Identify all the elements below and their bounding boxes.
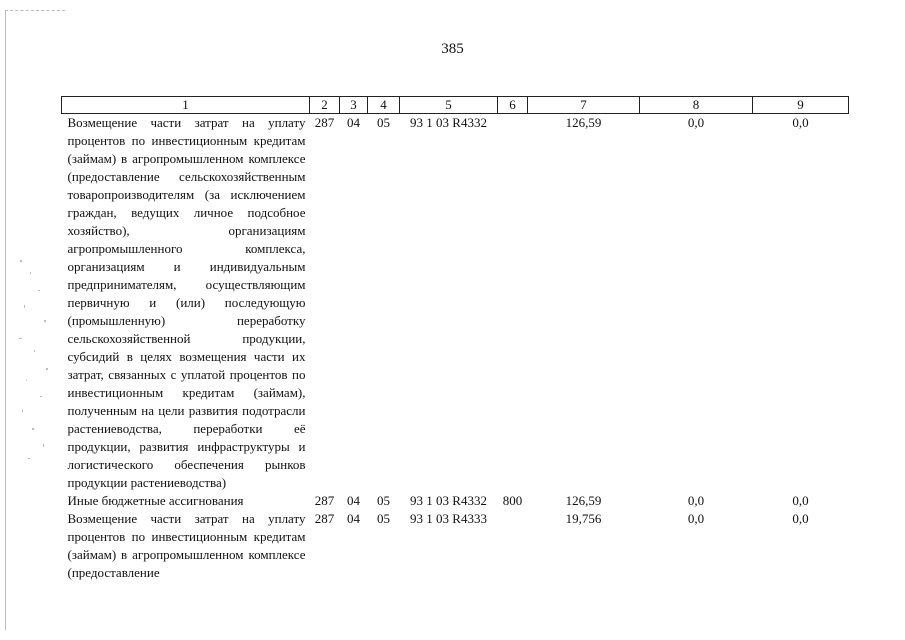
row-ministry-code: 287 — [314, 511, 335, 526]
row-description: Возмещение части затрат на уплату процентов по инвестиционным кредитам (займам) в агропромышленном комплексе (предоставление — [67, 511, 306, 580]
page-number: 385 — [441, 41, 464, 57]
column-header-3: 3 — [340, 97, 368, 114]
row-section-code: 04 — [347, 493, 360, 508]
table-header-row — [62, 97, 849, 114]
row-description: Иные бюджетные ассигнования — [67, 493, 244, 508]
row-amount-col8: 0,0 — [687, 493, 705, 508]
row-subsection-code: 05 — [377, 115, 390, 130]
row-amount-col7: 126,59 — [565, 115, 602, 130]
row-section-code: 04 — [347, 511, 360, 526]
column-header-1: 1 — [62, 97, 310, 114]
table-row — [62, 510, 849, 582]
row-amount-col7: 126,59 — [565, 493, 602, 508]
row-section-code: 04 — [347, 115, 360, 130]
row-amount-col8: 0,0 — [687, 115, 705, 130]
row-amount-col7: 19,756 — [565, 511, 602, 526]
column-header-7: 7 — [528, 97, 640, 114]
column-header-6: 6 — [498, 97, 528, 114]
row-target-article: 93 1 03 R4332 — [410, 493, 487, 508]
page-edge-left — [5, 10, 6, 630]
column-header-4: 4 — [368, 97, 400, 114]
page-edge-top — [5, 10, 65, 11]
row-ministry-code: 287 — [314, 493, 335, 508]
table-row — [62, 114, 849, 493]
column-header-2: 2 — [310, 97, 340, 114]
row-subsection-code: 05 — [377, 493, 390, 508]
column-header-9: 9 — [753, 97, 849, 114]
row-amount-col9: 0,0 — [792, 493, 809, 508]
row-subsection-code: 05 — [377, 511, 390, 526]
row-amount-col9: 0,0 — [792, 115, 809, 130]
column-header-8: 8 — [640, 97, 753, 114]
table-row — [62, 492, 849, 510]
scan-noise — [16, 250, 56, 480]
row-expense-type — [498, 114, 528, 493]
row-ministry-code: 287 — [314, 115, 335, 130]
row-amount-col8: 0,0 — [687, 511, 705, 526]
budget-table — [61, 96, 849, 582]
row-expense-type — [498, 510, 528, 582]
row-target-article: 93 1 03 R4332 — [410, 115, 487, 130]
column-header-5: 5 — [400, 97, 498, 114]
row-expense-type: 800 — [502, 493, 523, 508]
row-description: Возмещение части затрат на уплату процентов по инвестиционным кредитам (займам) в агропромышленном комплексе (предоставление сельскохозяйственным товаропроизводителям (за исключением граждан, ведущих личное подсобное хозяйство), организациям агропромышленного комплекса, организациям и индивидуальным предпринимателям, осуществляющим первичную и (или) последующую (промышленную) переработку сельскохозяйственной продукции, субсидий в целях возмещения части их затрат, связанных с уплатой процентов по инвестиционным кредитам (займам), полученным на цели развития подотрасли растениеводства, переработки её продукции, развития инфраструктуры и логистического обеспечения рынков продукции растениеводства) — [67, 115, 306, 490]
row-target-article: 93 1 03 R4333 — [410, 511, 487, 526]
row-amount-col9: 0,0 — [792, 511, 809, 526]
